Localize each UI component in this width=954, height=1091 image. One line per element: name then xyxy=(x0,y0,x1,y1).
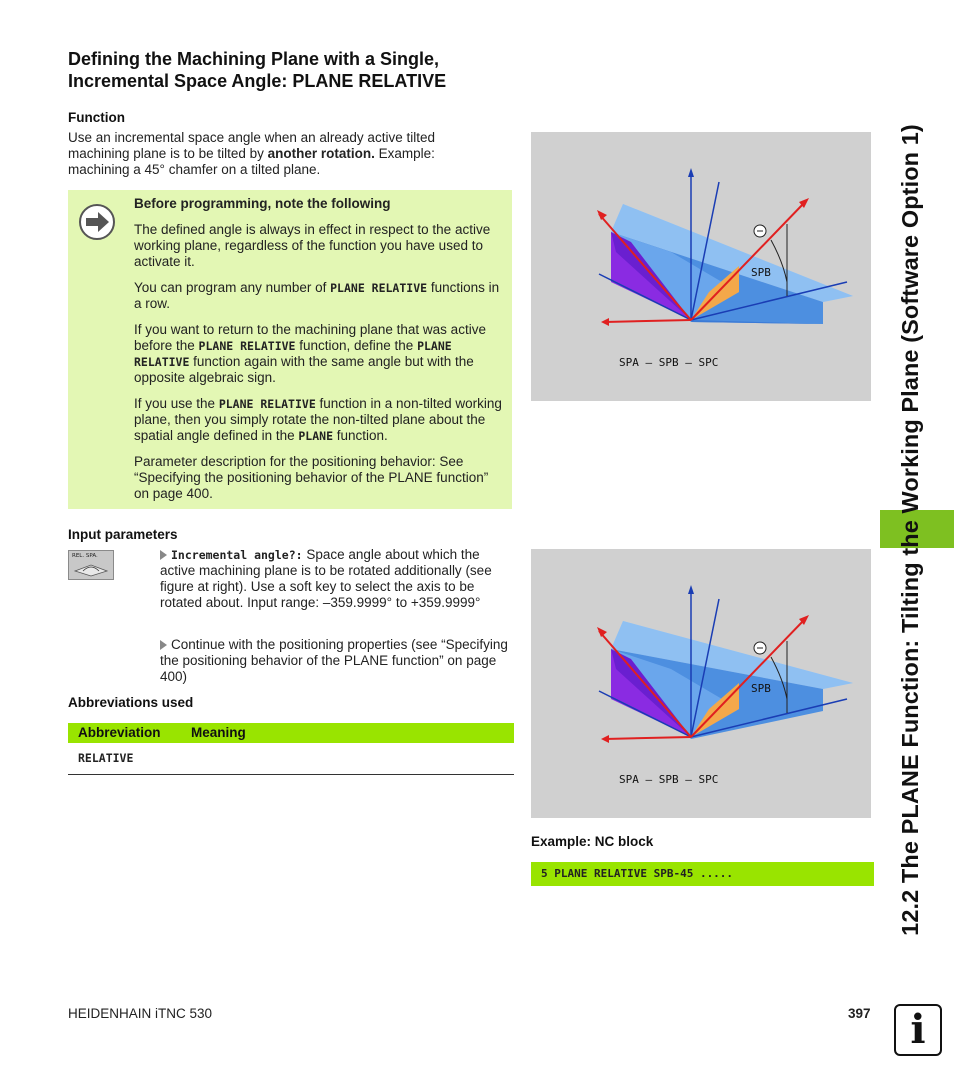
function-intro-bold: another rotation. xyxy=(267,146,375,161)
note-paragraph-4 xyxy=(134,396,504,444)
meaning-col-header: Meaning xyxy=(191,725,246,740)
nc-block-code xyxy=(531,862,874,886)
input-item-positioning xyxy=(160,637,510,685)
note-content xyxy=(134,196,504,512)
arrow-right-icon xyxy=(78,203,116,241)
abbr-cell: RELATIVE xyxy=(78,751,134,765)
page-title-line2: Incremental Space Angle: PLANE RELATIVE xyxy=(68,71,447,91)
softkey-label: REL. SPA. xyxy=(72,553,98,559)
page-number: 397 xyxy=(848,1006,871,1021)
page-title-line1: Defining the Machining Plane with a Single, xyxy=(68,49,440,69)
input-heading: Input parameters xyxy=(68,527,178,542)
bullet-triangle-icon xyxy=(160,640,167,650)
fig1-caption: SPA – SPB – SPC xyxy=(619,356,719,369)
abbr-col-header: Abbreviation xyxy=(78,725,161,740)
function-heading: Function xyxy=(68,110,125,125)
function-intro-part1: Use an incremental space angle when an already active tilted machining plane is to be tilted by xyxy=(68,130,435,161)
softkey-plane-icon xyxy=(69,559,113,577)
input-item1-text: Space angle about which the active machining plane is to be rotated additionally (see figure at right). Use a soft key to select the axis to be rotated about. Input range: –359.9999° to +359.9999° xyxy=(160,547,492,610)
function-intro xyxy=(68,130,478,178)
note-p4-code-2: PLANE xyxy=(298,429,333,443)
chapter-side-title-text: 12.2 The PLANE Function: Tilting the Working Plane (Software Option 1) xyxy=(897,124,923,936)
note-p3-code-2: PLANE RELATIVE xyxy=(134,339,452,369)
info-icon xyxy=(894,1004,942,1056)
note-paragraph-5: Parameter description for the positioning behavior: See “Specifying the positioning behavior of the PLANE function” on page 400. xyxy=(134,454,489,501)
fig2-spb-label: SPB xyxy=(751,682,771,695)
page-title xyxy=(68,48,508,92)
footer-product: HEIDENHAIN iTNC 530 xyxy=(68,1006,213,1021)
example-heading: Example: NC block xyxy=(531,834,654,849)
table-row xyxy=(68,744,514,775)
note-p2-text-a: You can program any number of xyxy=(134,280,331,295)
nc-code-text: 5 PLANE RELATIVE SPB-45 ..... xyxy=(541,867,734,880)
note-p3-code-1: PLANE RELATIVE xyxy=(198,339,296,353)
note-paragraph-2 xyxy=(134,280,504,312)
note-p4-code-1: PLANE RELATIVE xyxy=(218,397,316,411)
input-item1-code: Incremental angle?: xyxy=(171,548,303,562)
info-glyph: i xyxy=(910,1006,926,1053)
note-p3-text-b: function, define the xyxy=(295,338,418,353)
note-p4-text-c: function. xyxy=(333,428,388,443)
input-item2-text: Continue with the positioning properties (see “Specifying the positioning behavior of the PLANE function” on page 400) xyxy=(160,637,508,684)
fig1-spb-label: SPB xyxy=(751,266,771,279)
note-heading: Before programming, note the following xyxy=(134,196,391,211)
note-paragraph-3 xyxy=(134,322,504,386)
fig2-caption: SPA – SPB – SPC xyxy=(619,773,719,786)
note-p3-text-c: function again with the same angle but with the opposite algebraic sign. xyxy=(134,354,474,385)
bullet-triangle-icon xyxy=(160,550,167,560)
note-p4-text-b: function in a non-tilted working plane, then you simply rotate the non-tilted plane about the spatial angle defined in the xyxy=(134,396,502,443)
input-item-incremental-angle xyxy=(160,547,510,611)
note-p2-text-b: functions in a row. xyxy=(134,280,500,311)
abbreviations-heading: Abbreviations used xyxy=(68,695,194,710)
abbreviations-table-header xyxy=(68,723,514,743)
note-p4-text-a: If you use the xyxy=(134,396,219,411)
note-paragraph-1: The defined angle is always in effect in respect to the active working plane, regardless of the function you have used to activate it. xyxy=(134,222,491,269)
function-intro-part2: Example: machining a 45° chamfer on a tilted plane. xyxy=(68,146,435,177)
note-p2-code: PLANE RELATIVE xyxy=(330,281,428,295)
rel-spa-softkey[interactable] xyxy=(68,550,114,580)
note-p3-text-a: If you want to return to the machining plane that was active before the xyxy=(134,322,486,353)
figure-plane-relative-2 xyxy=(531,549,871,818)
figure-plane-relative-1 xyxy=(531,132,871,401)
